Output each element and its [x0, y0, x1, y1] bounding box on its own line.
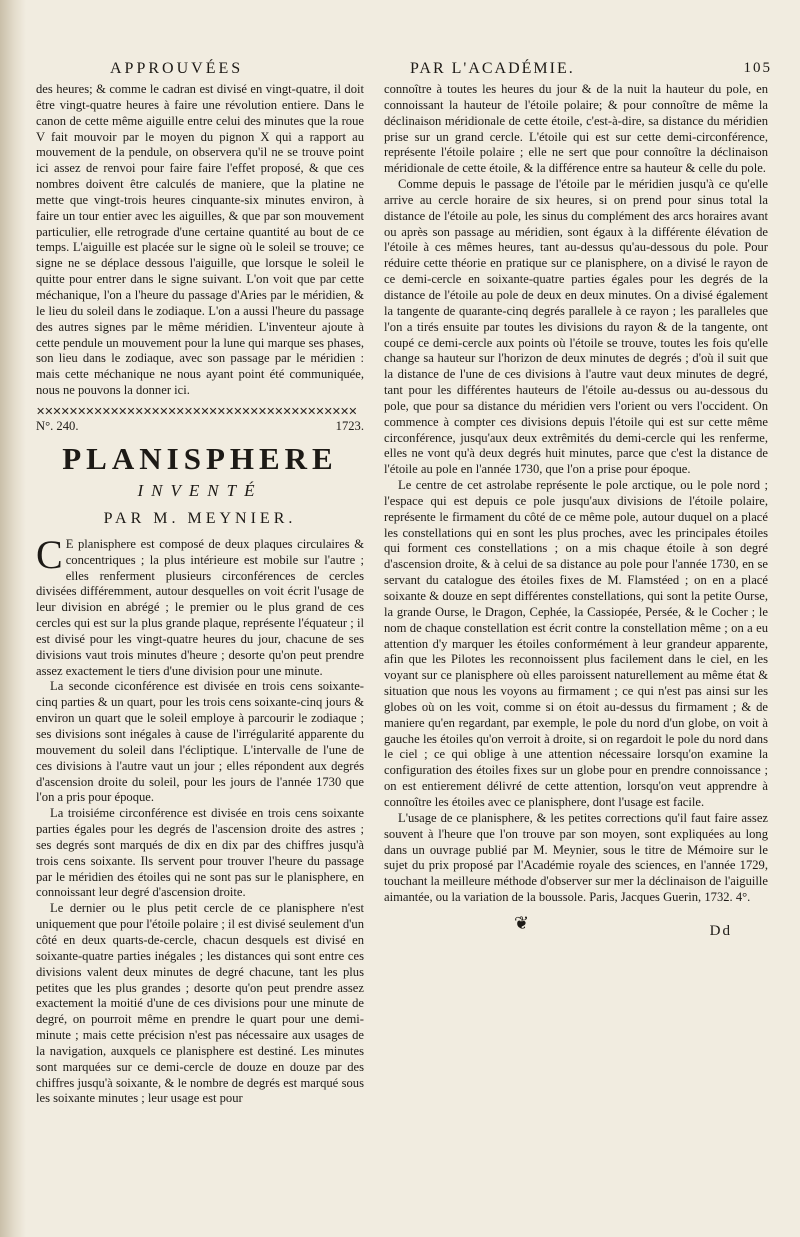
article-title: PLANISPHERE	[62, 440, 338, 476]
entry-year: 1723.	[335, 418, 364, 433]
left-column	[36, 82, 364, 1107]
left-paragraph-4: Le dernier ou le plus petit cercle de ce planisphere n'est uniquement que pour l'étoile polaire ; il est divisé seulement d'un côté en deux quarts-de-cercle, chacun desquels est divisé en soixante-quatre parties inégales ; les distances qui sont entre ces divisions valent deux minutes de degré chacune, tant les plus petites que les plus grandes ; desorte qu'on peut prendre assez exactement la moitié d'une de ces divisions pour une minute de degré, on pourroit même en prendre le quart pour une demi-minute ; mais cette précision n'est pas nécessaire aux usages de la navigation, auxquels ce planisphere est destiné. Les minutes sont marquées sur ce demi-cercle de douze en douze par des chiffres jusqu'à soixante, & le nombre de degrés est marqué sous les soixante minutes ; leur usage est pour	[36, 901, 364, 1106]
entry-number: N°. 240.	[36, 418, 79, 433]
page-number: 105	[743, 60, 772, 76]
left-paragraph-1-text: E planisphere est composé de deux plaques circulaires & concentriques ; la plus intérieure est mobile sur l'autre ; elles renferment plusieurs circonférences de cercles divisées différemment, autour desquelles on voit écrit l'usage de leur division en abrégé ; le premier ou le plus grand de ces cercles qui est sur la plus grande plaque, représente l'équateur ; il est divisé pour les vingt-quatre heures du jour, chacune de ses divisions vaut trois minutes d'heure ; desorte qu'on peut prendre assez exactement le tiers d'une division pour une minute.	[36, 536, 364, 678]
article-subtitle: INVENTÉ	[137, 480, 263, 500]
article-author: PAR M. MEYNIER.	[103, 509, 297, 527]
right-paragraph-3: L'usage de ce planisphere, & les petites corrections qu'il faut faire assez souvent à l'heure que l'on trouve par son moyen, sont expliquées au long dans un ouvrage publié par M. Meynier, sous le titre de Mémoire sur le sujet du prix proposé par l'Académie royale des sciences, en l'année 1729, touchant la meilleure méthode d'observer sur mer la déclinaison de l'aiguille aimantée, ou la variation de la boussole. Paris, Jacques Guerin, 1732. 4°.	[384, 810, 768, 905]
running-head-right: PAR L'ACADÉMIE.	[410, 60, 575, 77]
footer-area	[384, 912, 768, 956]
right-paragraph-1: Comme depuis le passage de l'étoile par le méridien jusqu'à ce qu'elle arrive au cercle horaire de six heures, si on prend pour sinus total la distance de l'étoile au pole, les sinus du complément des arcs horaires avant ou après son passage au méridien, sont égaux à la différente élévation de l'étoile à ces mêmes heures, tant au-dessus qu'au-dessous du pole. Pour réduire cette théorie en pratique sur ce planisphere, on a divisé le rayon de ce demi-cercle en soixante-quatre parties égales pour les degrés de la distance de l'étoile au pole de deux en deux minutes. On a divisé également la tangente de quarante-cinq degrés parallele à ce rayon ; les paralleles que l'on a tirés ensuite par toutes les divisions du rayon & de la tangente, ont coupé ce demi-cercle aux points où l'étoile se trouve, toutes les fois qu'elle change sa hauteur sur l'horizon de deux minutes de degrés ; d'où il suit que la distance de l'une de ces divisions à l'autre vaut deux minutes de degré, tant pour les différentes hauteurs de l'étoile au-dessus ou au-dessous du pole, que pour sa distance du méridien vers l'orient ou vers l'occident. On commence à compter ces divisions depuis l'étoile qui est sur cette même circonférence, jusqu'aux deux extrêmités du demi-cercle qui les renferme, elles ne vont qu'à deux degrés huit minutes, parce que c'est la distance de l'étoile au pole en l'année 1730, que l'on a prise pour époque.	[384, 177, 768, 477]
drop-cap: C	[36, 531, 63, 577]
left-paragraph-1	[36, 531, 364, 680]
left-paragraph-2: La seconde ciconférence est divisée en trois cens soixante-cinq parties & un quart, pour les trois cens soixante-cinq jours & environ un quart que le soleil employe à parcourir le zodiaque ; ses divisions sont inégales à cause de l'irrégularité apparente du mouvement du soleil dans l'écliptique. L'intervalle de l'une de ces divisions à l'autre vaut un jour ; elles répondent aux degrés d'ascension droite du soleil, pour les jours de l'année 1730 que l'on a pris pour époque.	[36, 679, 364, 805]
left-paragraph-3: La troisiéme circonférence est divisée en trois cens soixante parties égales pour les degrés de l'ascension droite des astres ; ses degrés sont marqués de dix en dix par des chiffres jusqu'à trois cens soixante. Ils servent pour trouver l'heure du passage par le méridien des étoiles qui ne sont pas sur le planisphere, en connoissant leur degré d'ascension droite.	[36, 806, 364, 900]
ornament-divider: ✕✕✕✕✕✕✕✕✕✕✕✕✕✕✕✕✕✕✕✕✕✕✕✕✕✕✕✕✕✕✕✕✕✕✕✕✕✕✕	[36, 405, 357, 417]
signature-mark: Dd	[709, 922, 732, 939]
right-paragraph-2: Le centre de cet astrolabe représente le pole arctique, ou le pole nord ; l'espace qui est depuis ce pole jusqu'aux divisions de l'étoile polaire, représente le firmament du côté de ce même pole, autour duquel on a placé les constellations qui en sont les plus proches, avec les principales étoiles qui forment ces constellations ; on a mis chaque étoile à son degré d'ascension droite, & à celui de sa distance au pole pour l'année 1730, en se servant du catalogue des étoiles fixes de M. Flamstéed ; on en a placé soixante & douze en sept différentes constellations, qui sont la petite Ourse, la grande Ourse, le Dragon, Cephée, la Cassiopée, Persée, & le Cocher ; le nom de chaque constellation est écrit contre la constellation même ; on a eu attention d'y marquer les étoiles conformément à leur grandeur apparente, afin que les Pilotes les reconnoissent plus facilement dans le ciel, en les voyant sur ce planisphere où elles paroissent naturellement au même état & situation que nous les voyons au firmament ; ce qui n'est pas ainsi sur les globes où on les voit, comme si on étoit au-dessus du firmament ; & de maniere qu'en regardant, par exemple, le pole du nord d'un globe, on voit à gauche les étoiles qu'on verroit à droite, si on regardoit le pole du nord dans le ciel ; ce qui oblige à une attention nécessaire lorsqu'on examine la configuration des étoiles fixes sur un globe pour en prendre connoissance ; on est entierement délivré de cette attention, lorsqu'on veut apprendre à connoître les étoiles avec ce planisphere, dont l'usage est facile.	[384, 478, 768, 809]
left-continuation-paragraph: des heures; & comme le cadran est divisé en vingt-quatre, il doit être vingt-quatre heures à faire une révolution entiere. Dans le canon de cette même aiguille entre celui des minutes que la roue V fait mouvoir par le moyen du pignon X qui a rapport au mouvement de la pendule, on observera qu'il ne se trouve point ici assez de renvoi pour faire faire l'effet proposé, & que ces nombres doivent être calculés de maniere, que la platine ne mette que vingt-trois heures cinquante-six minutes environ, à faire un tour entier avec les aiguilles, & que par son mouvement particulier, elle retrograde d'une certaine quantité au bout de ce temps. L'aiguille est placée sur le signe où le soleil se trouve; ce signe ne se déplace dessous l'aiguille, que lorsque le soleil le quitte pour entrer dans le signe suivant. L'on voit que par cette méchanique, l'on a l'heure du passage d'Aries par le méridien, & le lieu du soleil dans le zodiaque. L'on a aussi l'heure du passage des autres signes par le même méridien. L'inventeur ajoute à cette pendule un mouvement pour la lune qui marque ses phases, son lieu dans le zodiaque, avec son passage par le méridien : mais cette méchanique ne nous ayant point été communiquée, nous ne pouvons la donner ici.	[36, 82, 364, 398]
page-edge-shadow	[0, 0, 26, 1237]
running-head-left: APPROUVÉES	[110, 60, 244, 77]
entry-number-row	[36, 419, 364, 437]
right-continuation-paragraph: connoître à toutes les heures du jour & de la nuit la hauteur du pole, en connoissant la hauteur de l'étoile polaire; & pour connoître de même la déclinaison méridionale de cette étoile, c'est-à-dire, sa distance du méridien prise sur un grand cercle. L'étoile qui est sur cette demi-circonférence, représente l'étoile polaire ; elle ne sert que pour connoître la déclinaison méridionale de cette étoile, & la différence entre sa hauteur & celle du pole.	[384, 82, 768, 176]
fleuron-ornament-icon: ❦	[514, 912, 530, 933]
right-column	[384, 82, 768, 956]
